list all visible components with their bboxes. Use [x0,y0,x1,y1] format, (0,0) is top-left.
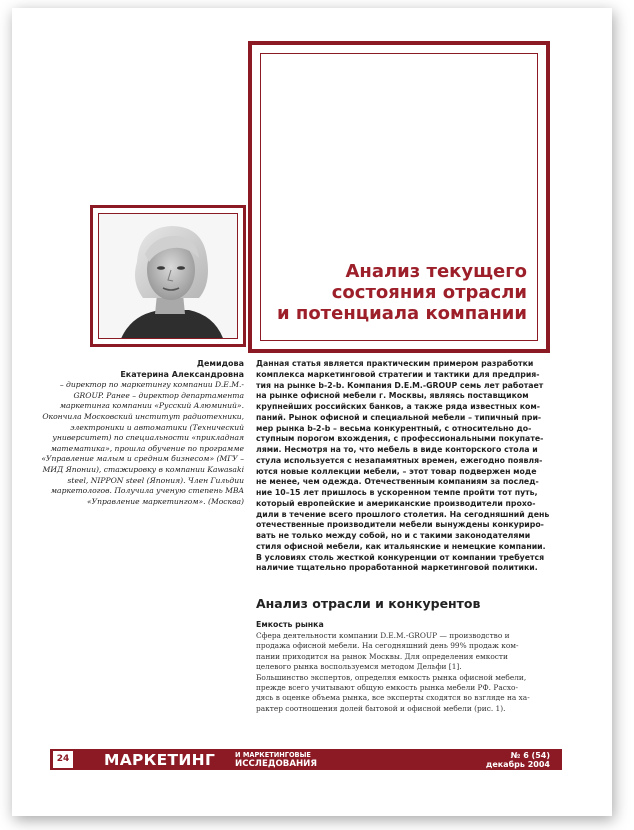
title-line-1: Анализ текущего [345,261,527,282]
magazine-subtitle [235,752,317,769]
lead-line: на рынке офисной мебели г. Москвы, являясь поставщиком [256,391,529,401]
lead-line: лями. Несмотря на то, что мебель в виде конторского стола и [256,445,538,454]
body-line: пании приходится на рынок Москвы. Для определения емкости [256,651,508,661]
lead-line: В условиях столь жесткой конкуренции от компании требуется [256,552,545,562]
body-line: продажа офисной мебели. На сегодняшний день 99% продаж ком- [256,641,519,651]
lead-line: комплекса маркетинговой стратегии и тактики для предприя- [256,369,540,379]
article-title [247,261,527,324]
body-line: прежде всего учитывают общую емкость рынка мебели РФ. Расхо- [256,683,518,693]
subsection-heading: Емкость рынка [256,620,324,629]
lead-line: стиля офисной мебели, как итальянские и немецкие компании. [256,541,546,551]
lead-line: тия на рынке b-2-b. Компания D.E.M.-GROUP семь лет работает [256,380,544,390]
section-heading: Анализ отрасли и конкурентов [256,596,481,611]
lead-paragraph [256,359,552,574]
lead-line: дили в течение всего прошлого столетия. На сегодняшний день [256,509,550,519]
title-line-2: состояния отрасли [331,282,527,303]
author-photo-frame [90,205,246,347]
lead-line: мер рынка b-2-b – весьма конкурентный, с относительно до- [256,423,532,433]
body-line: целевого рынка воспользуемся методом Дельфи [1]. [256,662,462,672]
magazine-subtitle-line-2: ИССЛЕДОВАНИЯ [235,758,317,769]
author-bio: – директор по маркетингу компании D.E.M.-GROUP. Ранее – директор департамента маркетинга компании «Русский Алюминий». Окончила Московский институт радиотехники, электроники и автоматики (Технический университет) по специальности «прикладная математика», прошла обучение по программе «Управление малым и средним бизнесом» (МГУ – МИД Японии), стажировку в компании Kawasaki steel, NIPPON steel (Япония). Член Гильдии маркетологов. Получила ученую степень MBA «Управление маркетингом». (Москва) [41,380,244,506]
issue-number: № 6 (54) [510,751,550,760]
lead-line: паний. Рынок офисной и специальной мебели – типичный при- [256,412,542,422]
lead-line: вать не только между собой, но и с такими законодателями [256,531,531,540]
magazine-name: МАРКЕТИНГ [104,751,216,769]
page-number-box [50,749,76,770]
lead-line: ются новые коллекции мебели, – этот товар подвержен моде [256,466,537,476]
title-frame [248,41,550,353]
author-info [32,359,244,507]
lead-line: Данная статья является практическим примером разработки [256,359,534,368]
body-paragraph [256,631,556,714]
body-line: Большинство экспертов, определяя емкость рынка офисной мебели, [256,672,527,682]
author-given-names: Екатерина Александровна [120,369,244,379]
lead-line: отечественные производители мебели вынуждены конкуриро- [256,520,544,530]
author-photo [98,213,238,339]
lead-line: стула используется с незапамятных времен, ежегодно появля- [256,455,543,465]
body-line: дясь в оценке объема рынка, все эксперты сходятся во взгляде на ха- [256,693,530,703]
lead-line: крупнейших российских банков, а также ряда известных ком- [256,402,541,411]
author-portrait-drawing [99,214,238,339]
magazine-subtitle-line-1: И МАРКЕТИНГОВЫЕ [235,751,311,759]
author-surname: Демидова [196,359,244,368]
body-line: Сфера деятельности компании D.E.M.-GROUP — производство и [256,631,510,640]
issue-info [486,751,550,769]
lead-line: не менее, чем одежда. Отечественным компаниям за послед- [256,477,539,487]
title-frame-inner [260,53,538,341]
page-number: 24 [53,751,73,768]
lead-line: ние 10–15 лет пришлось в ускоренном темпе пройти тот путь, [256,488,538,497]
magazine-page [12,8,612,816]
lead-line: наличие тщательно проработанной маркетинговой политики. [256,563,538,573]
title-line-3: и потенциала компании [277,303,527,324]
body-line: рактер соотношения долей бытовой и офисной мебели (рис. 1). [256,703,506,713]
lead-line: который европейские и американские производители прохо- [256,498,536,508]
lead-line: ступным порогом вхождения, с профессиональными покупате- [256,434,544,444]
issue-date: декабрь 2004 [485,760,550,769]
